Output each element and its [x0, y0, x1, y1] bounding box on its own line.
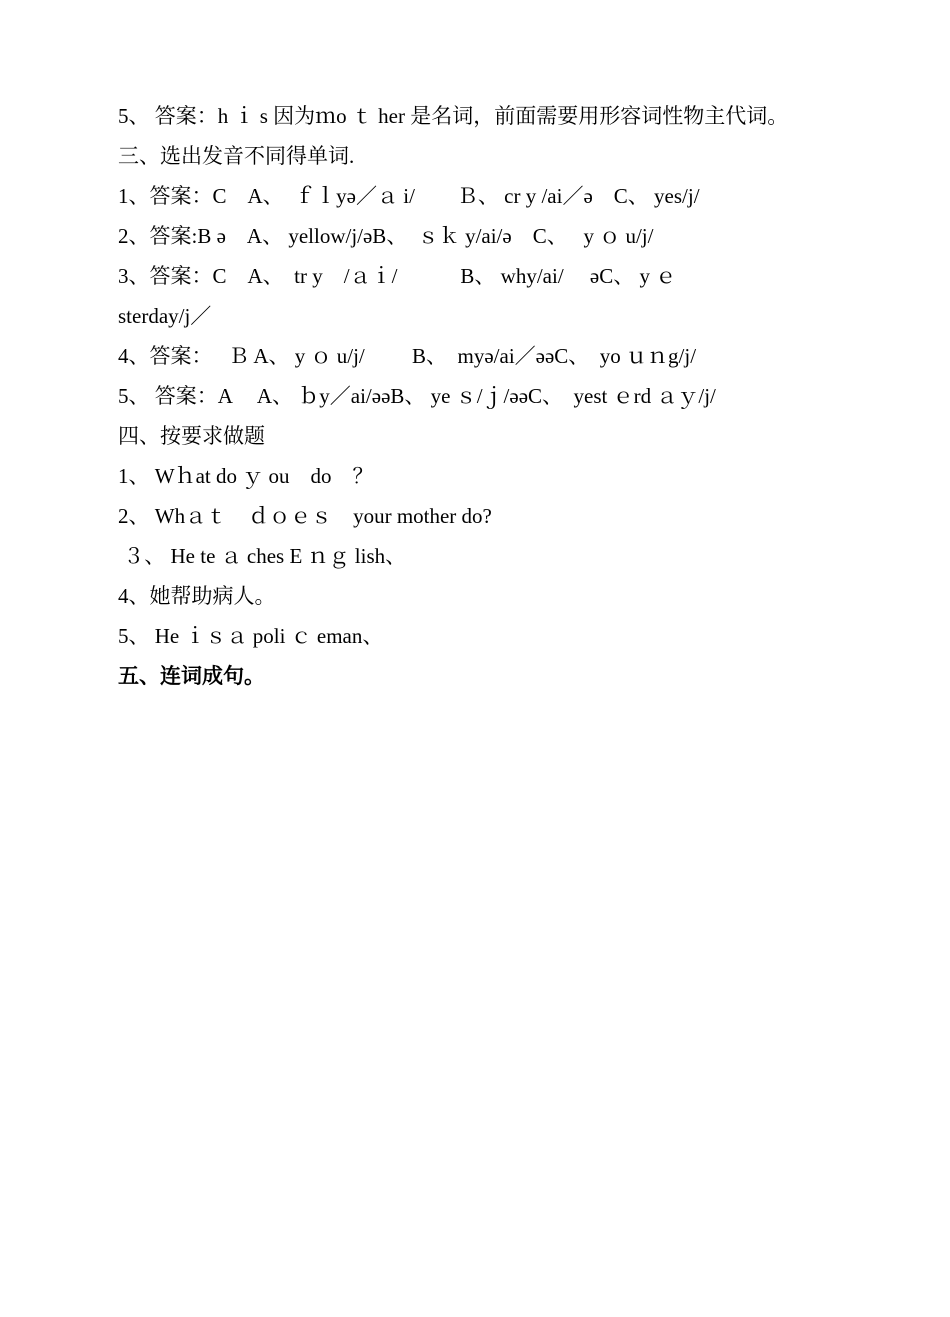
section-3-answer-5: 5、 答案：A A、 ｂy／ai/ǝǝB、 ye ｓ/ｊ/ǝǝC、 yest ｅrd ａｙ/j/	[118, 384, 716, 408]
section-3-answer-4: 4、答案： Ｂ A、 y ｏ u/j/ B、 myǝ/ai／ǝǝC、 yo ｕｎg/j/	[118, 344, 697, 368]
section-4-item-3: ３、 He te ａ ches E ｎｇ lish、	[118, 544, 407, 568]
section-4-heading: 四、按要求做题	[118, 424, 265, 448]
section-3-answer-1: 1、答案：C A、 ｆｌyǝ／ａ i/ Ｂ、 cr y /ai／ǝ C、 yes/j/	[118, 184, 700, 208]
section-5-heading: 五、连词成句。	[118, 664, 265, 688]
section-4-item-4: 4、她帮助病人。	[118, 584, 276, 608]
section-4-item-1: 1、 Wｈat do ｙ ou do ？	[118, 464, 374, 488]
section-4-item-5: 5、 He ｉｓａ poli ｃ eman、	[118, 624, 384, 648]
section-3-answer-2: 2、答案:B ǝ A、 yellow/j/ǝB、 ｓｋ y/ai/ǝ C、 y ｏ u/j/	[118, 224, 654, 248]
section-4-item-2: 2、 Whａｔ ｄｏｅｓ your mother do?	[118, 504, 492, 528]
section-3-answer-3: 3、答案：C A、 tr y /ａｉ/ B、 why/ai/ ǝC、 y ｅ	[118, 264, 677, 288]
section-3-answer-3-continued: sterday/j／	[118, 304, 212, 328]
document-page	[118, 96, 838, 696]
section-3-heading: 三、选出发音不同得单词.	[118, 144, 355, 168]
answer-5-line: 5、 答案：h ｉ s 因为ｍo ｔ her 是名词，前面需要用形容词性物主代词。	[118, 104, 789, 128]
